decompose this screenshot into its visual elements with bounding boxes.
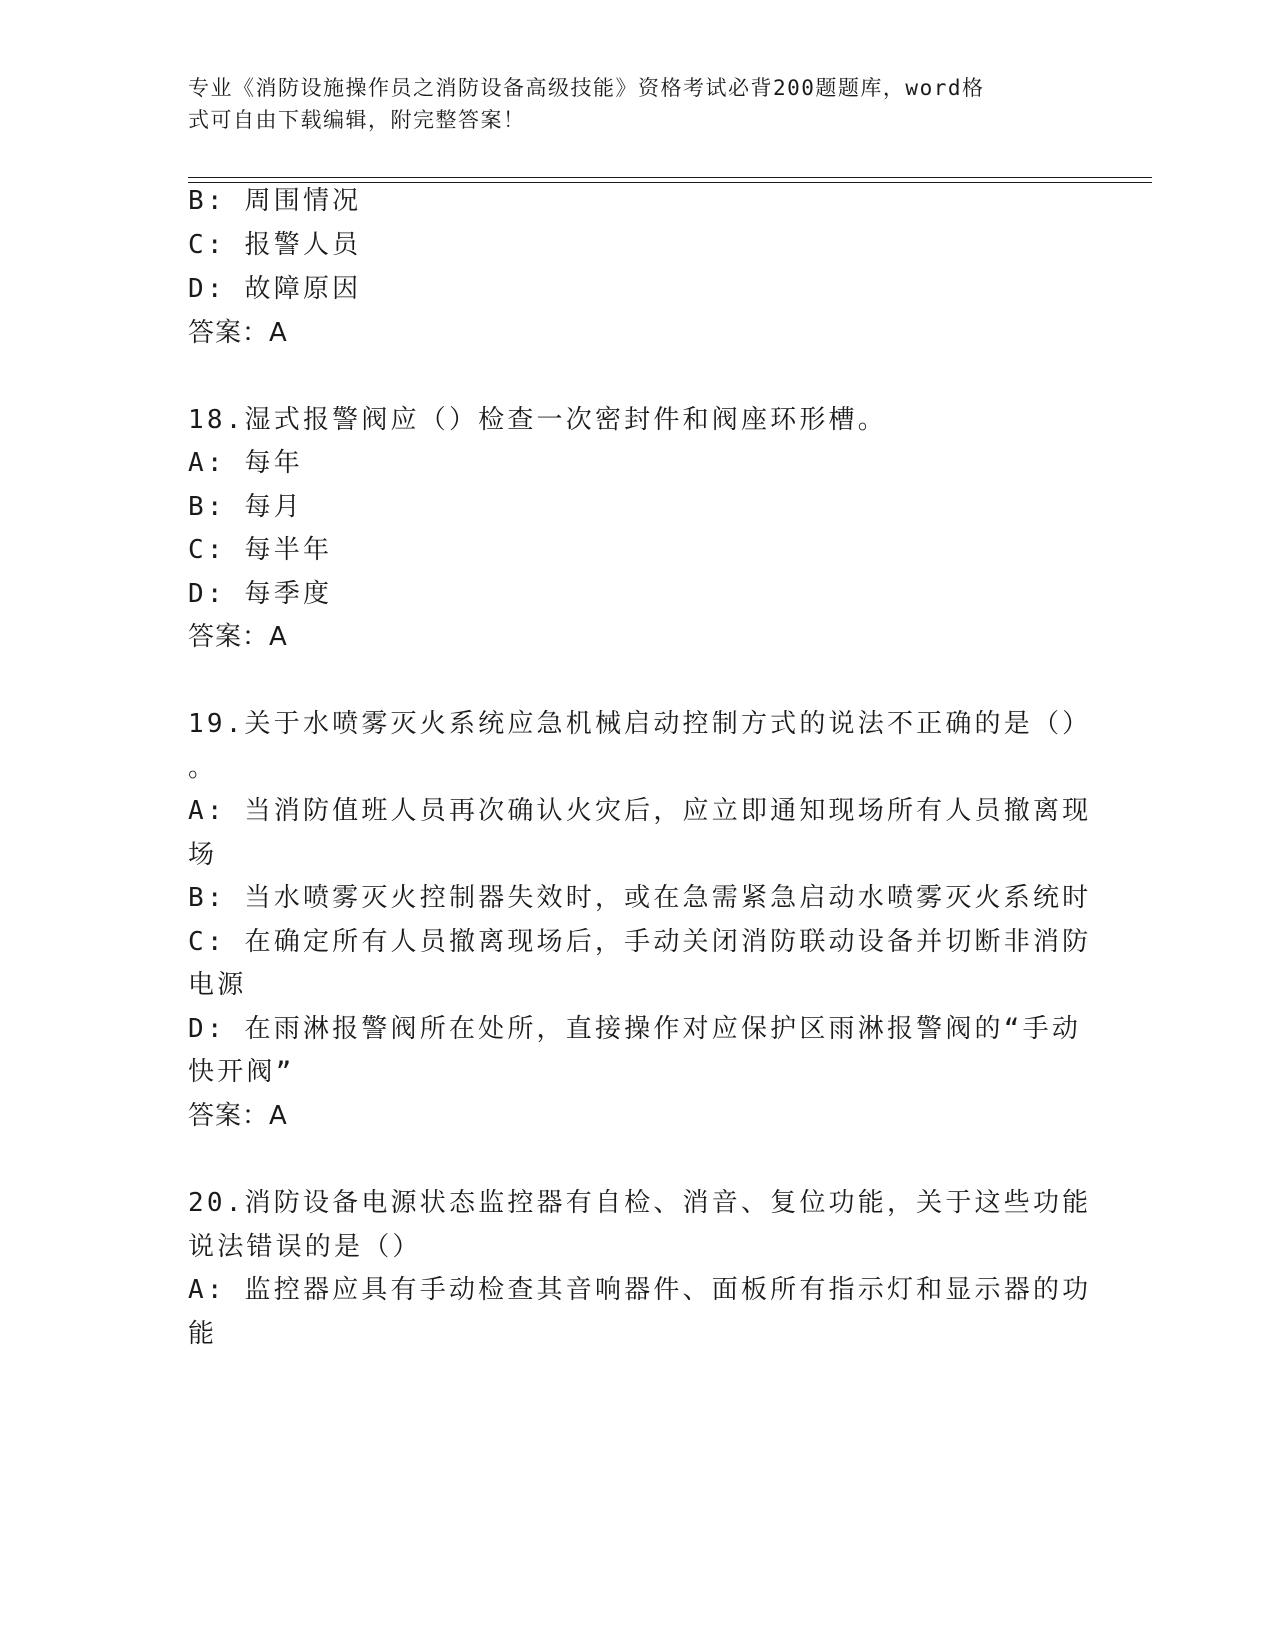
q19-option-d-line-2: 快开阀” xyxy=(188,1057,295,1087)
q19-question-line-2: 。 xyxy=(188,753,218,783)
q20-option-a-line-1: A: 监控器应具有手动检查其音响器件、面板所有指示灯和显示器的功 xyxy=(188,1275,1092,1305)
q17-answer: 答案：A xyxy=(188,318,288,348)
q18-option-d: D: 每季度 xyxy=(188,579,333,609)
q20-question-line-1: 20.消防设备电源状态监控器有自检、消音、复位功能，关于这些功能 xyxy=(188,1188,1092,1218)
q17-option-d: D: 故障原因 xyxy=(188,274,362,304)
q19-answer: 答案：A xyxy=(188,1101,288,1131)
q18-option-b: B: 每月 xyxy=(188,492,303,522)
q18-question: 18.湿式报警阀应（）检查一次密封件和阀座环形槽。 xyxy=(188,405,887,435)
header-rule-bottom xyxy=(188,182,1152,183)
q19-option-a-line-2: 场 xyxy=(188,840,218,870)
q20-question-line-2: 说法错误的是（） xyxy=(188,1232,422,1262)
q19-option-d-line-1: D: 在雨淋报警阀所在处所，直接操作对应保护区雨淋报警阀的“手动 xyxy=(188,1014,1082,1044)
q19-option-a-line-1: A: 当消防值班人员再次确认火灾后，应立即通知现场所有人员撤离现 xyxy=(188,796,1092,826)
q17-option-b: B: 周围情况 xyxy=(188,186,362,216)
header-rule-top xyxy=(188,177,1152,178)
document-header xyxy=(188,72,1068,136)
q19-option-b: B: 当水喷雾灭火控制器失效时，或在急需紧急启动水喷雾灭火系统时 xyxy=(188,883,1092,913)
q18-option-a: A: 每年 xyxy=(188,448,303,478)
q18-answer: 答案：A xyxy=(188,622,288,652)
q18-option-c: C: 每半年 xyxy=(188,535,333,565)
q19-option-c-line-1: C: 在确定所有人员撤离现场后，手动关闭消防联动设备并切断非消防 xyxy=(188,927,1092,957)
q19-question-line-1: 19.关于水喷雾灭火系统应急机械启动控制方式的说法不正确的是（） xyxy=(188,709,1092,739)
q19-option-c-line-2: 电源 xyxy=(188,970,247,1000)
header-line-2: 式可自由下载编辑，附完整答案！ xyxy=(188,108,526,132)
q17-option-c: C: 报警人员 xyxy=(188,230,362,260)
header-line-1: 专业《消防设施操作员之消防设备高级技能》资格考试必背200题题库，word格 xyxy=(188,76,985,100)
q20-option-a-line-2: 能 xyxy=(188,1319,218,1349)
